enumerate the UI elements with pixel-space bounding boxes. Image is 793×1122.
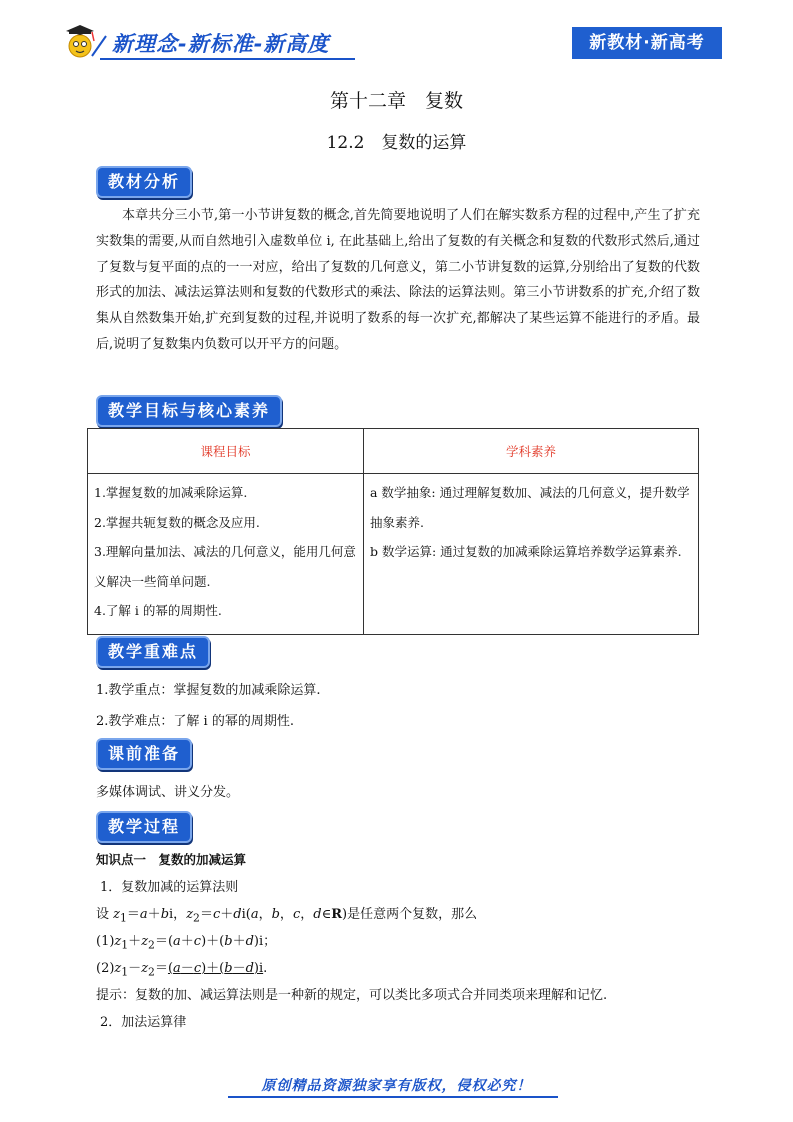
goal-item: 1.掌握复数的加减乘除运算. xyxy=(94,485,248,500)
chapter-title: 第十二章 复数 xyxy=(329,90,463,112)
literacy-item: b 数学运算: 通过复数的加减乘除运算培养数学运算素养. xyxy=(370,544,682,559)
footer-copyright: 原创精品资源独家享有版权，侵权必究！ xyxy=(261,1078,532,1094)
addition-laws-heading: 2．加法运算律 xyxy=(100,1015,187,1030)
section-label-keypoints: 教学重难点 xyxy=(96,636,210,668)
footer-underline xyxy=(228,1096,558,1098)
goals-header-course: 课程目标 xyxy=(88,429,364,474)
formula-addition: $(1)z_1+z_2=(a+c)+(b+d)i$； xyxy=(96,934,277,952)
formula-subtraction: $(2)z_1-z_2=(a-c)+(b-d)i$. xyxy=(96,961,268,979)
goal-item: 4.了解 i 的幂的周期性. xyxy=(94,603,222,618)
section-title: 12.2 复数的运算 xyxy=(326,133,467,153)
section-label-analysis: 教材分析 xyxy=(96,166,192,198)
goals-course-cell xyxy=(88,474,364,635)
keypoint-item: 2.教学难点：了解 i 的幂的周期性. xyxy=(96,714,294,729)
goals-table xyxy=(87,428,699,635)
formula-definition: 设 $z_1=a+bi$，$z_2=c+di(a$，b，c，d∈R)是任意两个复数，那么 xyxy=(96,907,478,925)
keypoint-item: 1.教学重点：掌握复数的加减乘除运算. xyxy=(96,683,321,698)
rule-heading: 1．复数加减的运算法则 xyxy=(100,880,239,895)
knowledge-point-title: 知识点一 复数的加减运算 xyxy=(96,852,247,867)
hint-text: 提示：复数的加、减运算法则是一种新的规定，可以类比多项式合并同类项来理解和记忆. xyxy=(96,988,608,1003)
goals-header-literacy: 学科素养 xyxy=(364,429,699,474)
analysis-paragraph: 本章共分三小节,第一小节讲复数的概念,首先简要地说明了人们在解实数系方程的过程中,产生了扩充实数集的需要,从而自然地引入虚数单位 i, 在此基础上,给出了复数的有关概念和复数的代数形式然后,通过了复数与复平面的点的一一对应，给出了复数的几何意义，第二小节讲复数的运算,分别给出了复数的代数形式的加法、减法运算法则和复数的代数形式的乘法、除法的运算法则。第三小节讲数系的扩充,介绍了数集从自然数集开始,扩充到复数的过程,并说明了数系的每一次扩充,都解决了某些运算不能进行的矛盾。最后,说明了复数集内负数可以开平方的问题。 xyxy=(96,208,700,352)
header-underline xyxy=(100,58,355,60)
section-label-goals: 教学目标与核心素养 xyxy=(96,395,282,427)
section-label-process: 教学过程 xyxy=(96,811,192,843)
goal-item: 3.理解向量加法、减法的几何意义，能用几何意义解决一些简单问题. xyxy=(94,544,356,589)
header-badge: 新教材·新高考 xyxy=(572,27,722,59)
goals-literacy-cell xyxy=(364,474,699,635)
section-label-prep: 课前准备 xyxy=(96,738,192,770)
goal-item: 2.掌握共轭复数的概念及应用. xyxy=(94,514,260,530)
literacy-item: a 数学抽象: 通过理解复数加、减法的几何意义，提升数学抽象素养. xyxy=(370,485,690,530)
header-slogan: 新理念-新标准-新高度 xyxy=(112,32,330,56)
prep-text: 多媒体调试、讲义分发。 xyxy=(96,785,240,800)
